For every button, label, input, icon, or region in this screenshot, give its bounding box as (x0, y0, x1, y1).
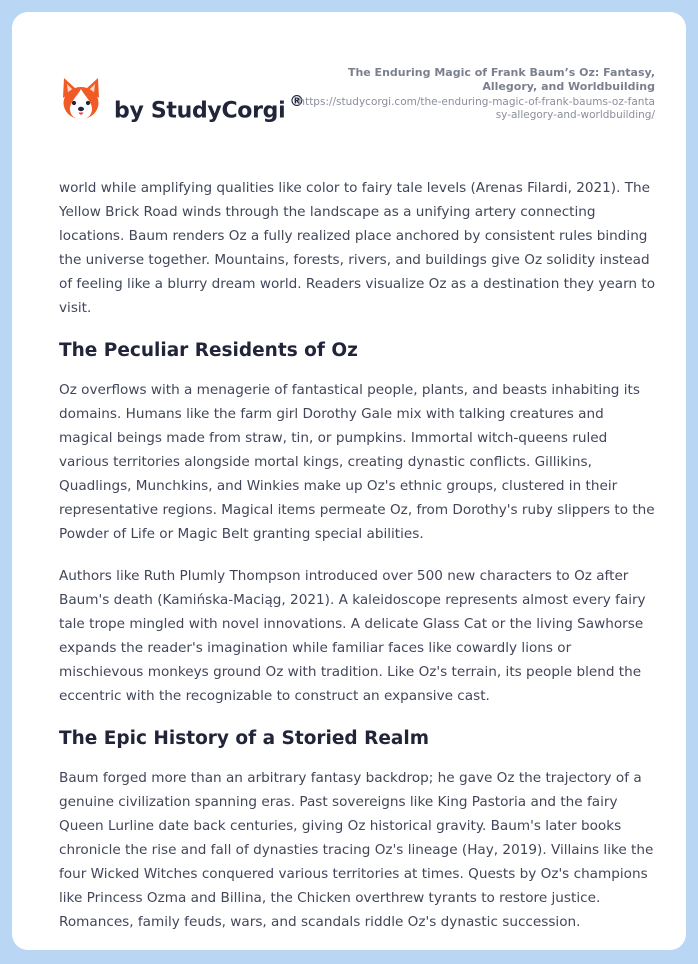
document-title: The Enduring Magic of Frank Baum’s Oz: Fantasy, Allegory, and Worldbuilding (347, 66, 655, 93)
studycorgi-logo[interactable] (60, 76, 310, 138)
registered-mark: ® (289, 92, 305, 110)
article-content (59, 176, 659, 950)
paragraph: Baum forged more than an arbitrary fantasy backdrop; he gave Oz the trajectory of a genuine civilization spanning eras. Past sovereigns like King Pastoria and the fairy Queen Lurline date back centuries, giving Oz historical gravity. Baum's later books chronicle the rise and fall of dynasties tracing Oz's lineage (Hay, 2019). Villains like the four Wicked Witches conquered various territories at times. Quests by Oz's champions like Princess Ozma and Billina, the Chicken overthrew tyrants to restore justice. Romances, family feuds, wars, and scandals riddle Oz's dynastic succession. (59, 770, 654, 930)
paragraph: Authors like Ruth Plumly Thompson introduced over 500 new characters to Oz after Baum's death (Kamińska-Maciąg, 2021). A kaleidoscope represents almost every fairy tale trope mingled with novel innovations. A delicate Glass Cat or the living Sawhorse expands the reader's imagination while familiar faces like cowardly lions or mischievous monkeys ground Oz with tradition. Like Oz's terrain, its people blend the eccentric with the recognizable to construct an expansive cast. (59, 568, 646, 704)
intro-paragraph: world while amplifying qualities like color to fairy tale levels (Arenas Filardi, 2021). The Yellow Brick Road winds through the landscape as a unifying artery connecting locations. Baum renders Oz a fully realized place anchored by consistent rules binding the universe together. Mountains, forests, rivers, and buildings give Oz solidity instead of feeling like a blurry dream world. Readers visualize Oz as a destination they yearn to visit. (59, 180, 656, 316)
section-heading-residents: The Peculiar Residents of Oz (59, 340, 358, 361)
section-heading-history: The Epic History of a Storied Realm (59, 728, 430, 749)
brand-name: by StudyCorgi ® (114, 92, 305, 124)
document-info (295, 66, 655, 122)
document-page (12, 12, 686, 950)
paragraph: Oz overflows with a menagerie of fantastical people, plants, and beasts inhabiting its domains. Humans like the farm girl Dorothy Gale mix with talking creatures and magical beings made from straw, tin, or pumpkins. Immortal witch-queens ruled various territories alongside mortal kings, creating dynastic conflicts. Gillikins, Quadlings, Munchkins, and Winkies make up Oz's ethnic groups, clustered in their representative regions. Magical items permeate Oz, from Dorothy's ruby slippers to the Powder of Life or Magic Belt granting special abilities. (59, 382, 655, 542)
document-url[interactable]: https://studycorgi.com/the-enduring-magic-of-frank-baums-oz-fantasy-allegory-and-worldbuilding/ (298, 96, 655, 121)
corgi-logo-icon (60, 76, 102, 122)
